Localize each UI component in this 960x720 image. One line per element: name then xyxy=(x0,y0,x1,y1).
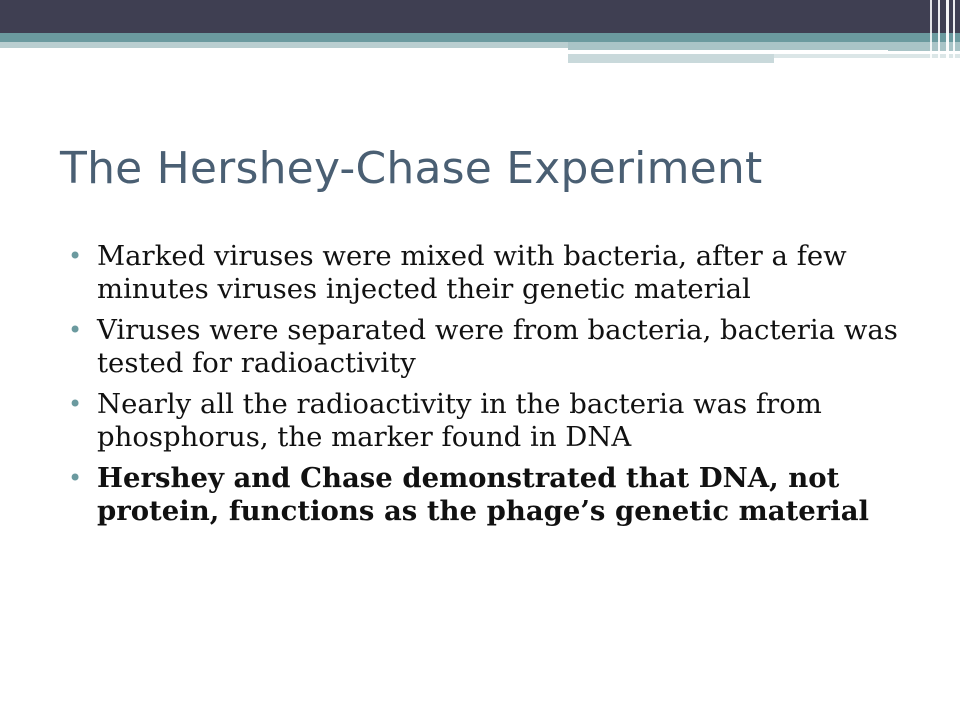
bullet-dot-icon: • xyxy=(68,464,83,492)
bullet-item xyxy=(64,314,914,380)
bullet-text: Marked viruses were mixed with bacteria, after a few minutes viruses injected their genetic material xyxy=(97,240,847,305)
slide-title: The Hershey-Chase Experiment xyxy=(60,143,763,194)
bullet-text: Nearly all the radioactivity in the bacteria was from phosphorus, the marker found in DNA xyxy=(97,388,822,453)
header-divider-line xyxy=(568,50,888,52)
header-band-dark xyxy=(0,0,960,33)
header-band-accent-faint xyxy=(774,54,960,58)
header-stripe xyxy=(930,0,932,64)
bullet-text: Viruses were separated were from bacteria, bacteria was tested for radioactivity xyxy=(97,314,898,379)
bullet-list xyxy=(64,240,914,536)
header-stripe xyxy=(938,0,940,64)
header-band-accent xyxy=(568,54,774,63)
bullet-item xyxy=(64,240,914,306)
header-stripe xyxy=(953,0,955,64)
bullet-dot-icon: • xyxy=(68,390,83,418)
bullet-dot-icon: • xyxy=(68,316,83,344)
bullet-text: Hershey and Chase demonstrated that DNA, not protein, functions as the phage’s genetic material xyxy=(97,462,869,527)
header-band-teal xyxy=(0,33,960,42)
bullet-item xyxy=(64,388,914,454)
bullet-dot-icon: • xyxy=(68,242,83,270)
header-stripe xyxy=(946,0,949,64)
header-band-light xyxy=(0,42,568,48)
bullet-item-conclusion xyxy=(64,462,914,528)
